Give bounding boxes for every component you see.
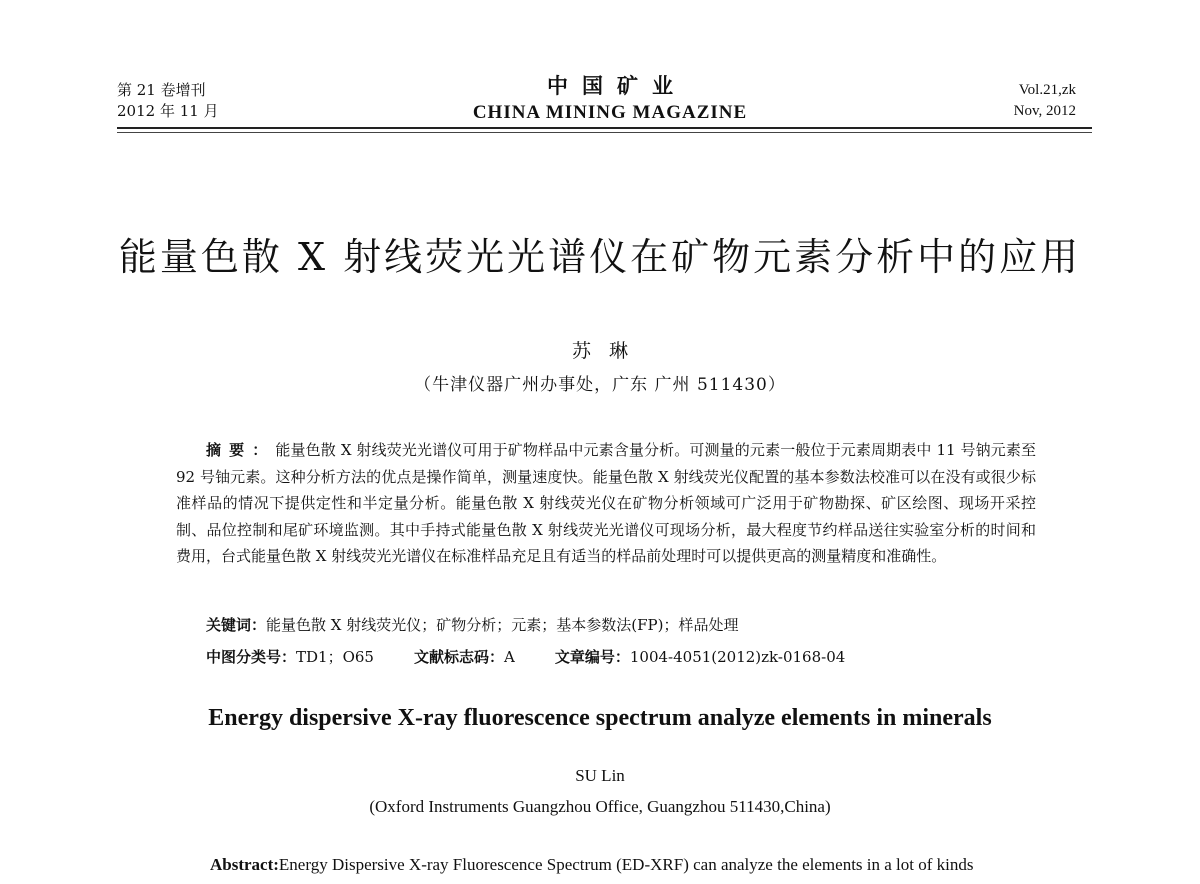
article-title-en: Energy dispersive X-ray fluorescence spectrum analyze elements in minerals	[208, 705, 992, 731]
volume-cn: 第 21 卷增刊	[117, 81, 206, 99]
doc-code-label: 文献标志码：	[413, 648, 504, 666]
clc-label: 中图分类号：	[206, 648, 297, 666]
journal-title-cn: 中国矿业	[547, 73, 687, 98]
article-no-value: 1004-4051(2012)zk-0168-04	[629, 648, 846, 666]
keywords-line	[206, 613, 738, 637]
clc-value: TD1；O65	[296, 648, 374, 666]
doc-code-value: A	[504, 648, 515, 666]
journal-title-en: CHINA MINING MAGAZINE	[472, 102, 748, 123]
abstract-cn	[176, 437, 1036, 570]
abstract-en	[210, 855, 974, 875]
header-right	[1014, 80, 1076, 122]
article-title-cn: 能量色散 X 射线荧光光谱仪在矿物元素分析中的应用	[118, 235, 1082, 279]
abstract-label-cn: 摘要：	[206, 441, 276, 459]
affiliation-en: (Oxford Instruments Guangzhou Office, Guangzhou 511430,China)	[369, 797, 831, 816]
date-en: Nov, 2012	[1013, 103, 1076, 119]
classification-line	[206, 645, 845, 669]
page-header	[0, 0, 1200, 140]
article-no-label: 文章编号：	[554, 648, 630, 666]
header-rule-thick	[117, 127, 1092, 129]
keywords-text: 能量色散 X 射线荧光仪；矿物分析；元素；基本参数法(FP)；样品处理	[266, 616, 739, 634]
journal-masthead	[440, 72, 780, 126]
author-cn: 苏琳	[571, 340, 646, 362]
abstract-text-en: Energy Dispersive X-ray Fluorescence Spectrum (ED-XRF) can analyze the elements in a lot of kinds	[278, 855, 974, 874]
abstract-text-cn: 能量色散 X 射线荧光光谱仪可用于矿物样品中元素含量分析。可测量的元素一般位于元素周期表中 11 号钠元素至 92 号铀元素。这种分析方法的优点是操作简单，测量速度快。能量色散 X 射线荧光仪配置的基本参数法校准可以在没有或很少标准样品的情况下提供定性和半定量分析。能量色散 X 射线荧光仪在矿物分析领域可广泛用于矿物勘探、矿区绘图、现场开采控制、品位控制和尾矿环境监测。其中手持式能量色散 X 射线荧光光谱仪可现场分析，最大程度节约样品送往实验室分析的时间和费用，台式能量色散 X 射线荧光光谱仪在标准样品充足且有适当的样品前处理时可以提供更高的测量精度和准确性。	[176, 441, 1036, 565]
author-en: SU Lin	[575, 766, 625, 785]
keywords-label: 关键词：	[206, 616, 267, 634]
header-left	[117, 80, 219, 122]
abstract-label-en: Abstract:	[210, 855, 279, 874]
volume-en: Vol.21,zk	[1018, 82, 1076, 98]
date-cn: 2012 年 11 月	[117, 102, 219, 120]
affiliation-cn: （牛津仪器广州办事处，广东 广州 511430）	[414, 375, 786, 395]
header-rule-thin	[117, 132, 1092, 133]
